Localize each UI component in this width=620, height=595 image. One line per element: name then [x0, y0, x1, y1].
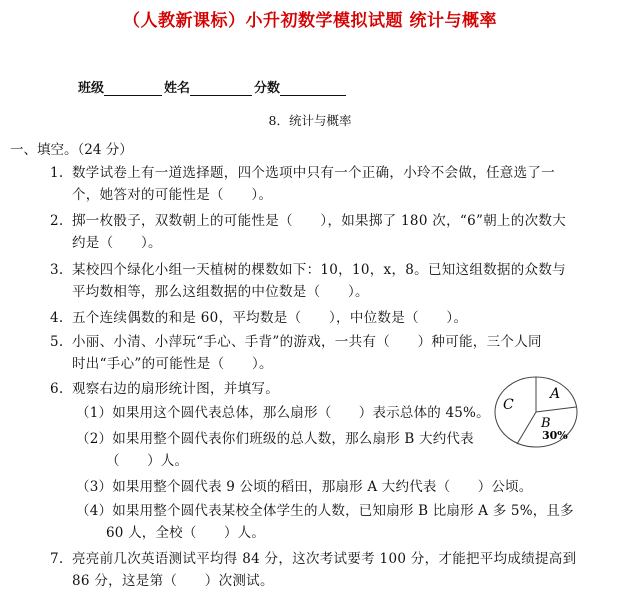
pie-label-a: A [550, 386, 561, 402]
pie-percent-b: 30% [542, 429, 568, 442]
question-number: 1. [50, 165, 64, 181]
question-text: 五个连续偶数的和是 60，平均数是（ ），中位数是（ ）。 [72, 310, 468, 326]
document-title: （人教新课标）小升初数学模拟试题 统计与概率 [123, 11, 497, 31]
subquestion-2 [76, 428, 474, 472]
subquestion-1 [76, 402, 490, 424]
name-label: 姓名 [164, 81, 191, 96]
subquestion-text: （3）如果用整个圆代表 9 公顷的稻田，那扇形 A 大约代表（ ）公顷。 [76, 479, 533, 495]
subquestion-3 [76, 476, 533, 498]
subquestion-text: 60 人，全校（ ）人。 [106, 525, 266, 541]
class-blank[interactable] [104, 81, 162, 96]
question-number: 7. [50, 551, 64, 567]
question-text: 平均数相等，那么这组数据的中位数是（ ）。 [72, 284, 369, 300]
subquestion-text: （2）如果用整个圆代表你们班级的总人数，那么扇形 B 大约代表 [76, 431, 474, 447]
question-number: 4. [50, 310, 64, 326]
question-text: 86 分，这是第（ ）次测试。 [72, 573, 274, 589]
question-5 [50, 331, 542, 375]
question-text: 小丽、小清、小萍玩“手心、手背”的游戏，一共有（ ）种可能，三个人同 [72, 334, 542, 350]
question-text: 亮亮前几次英语测试平均得 84 分，这次考试要考 100 分，才能把平均成绩提高到 [72, 551, 577, 567]
question-text: 数学试卷上有一道选择题，四个选项中只有一个正确，小玲不会做，任意选了一 [72, 165, 555, 181]
pie-label-c: C [503, 397, 514, 413]
question-text: 个，她答对的可能性是（ ）。 [72, 187, 273, 203]
question-text: 时出“手心”的可能性是（ ）。 [72, 356, 273, 372]
question-7 [50, 548, 576, 592]
question-number: 6. [50, 381, 64, 397]
question-2 [50, 210, 566, 254]
name-blank[interactable] [190, 81, 252, 96]
pie-label-b: B [541, 416, 551, 431]
subquestion-4 [76, 500, 574, 544]
question-number: 5. [50, 334, 64, 350]
subquestion-text: （ ）人。 [106, 453, 189, 469]
score-label: 分数 [254, 81, 281, 96]
student-info-line [78, 77, 348, 96]
pie-chart [490, 374, 586, 450]
score-blank[interactable] [280, 81, 346, 96]
question-number: 3. [50, 262, 64, 278]
subquestion-text: （1）如果用这个圆代表总体，那么扇形（ ）表示总体的 45%。 [76, 405, 490, 421]
section-heading: 一、填空。（24 分） [10, 142, 133, 158]
question-number: 2. [50, 213, 64, 229]
question-text: 掷一枚骰子，双数朝上的可能性是（ ），如果掷了 180 次，“6”朝上的次数大 [72, 213, 566, 229]
question-6 [50, 378, 279, 400]
question-text: 约是（ ）。 [72, 235, 162, 251]
question-3 [50, 259, 566, 303]
subquestion-text: （4）如果用整个圆代表某校全体学生的人数，已知扇形 B 比扇形 A 多 5%，且多 [76, 503, 574, 519]
question-4 [50, 307, 467, 329]
section-subtitle: 8．统计与概率 [268, 113, 352, 128]
question-text: 观察右边的扇形统计图，并填写。 [72, 381, 279, 397]
question-1 [50, 162, 555, 206]
question-text: 某校四个绿化小组一天植树的棵数如下：10，10，x，8。已知这组数据的众数与 [72, 262, 566, 278]
class-label: 班级 [78, 81, 105, 96]
